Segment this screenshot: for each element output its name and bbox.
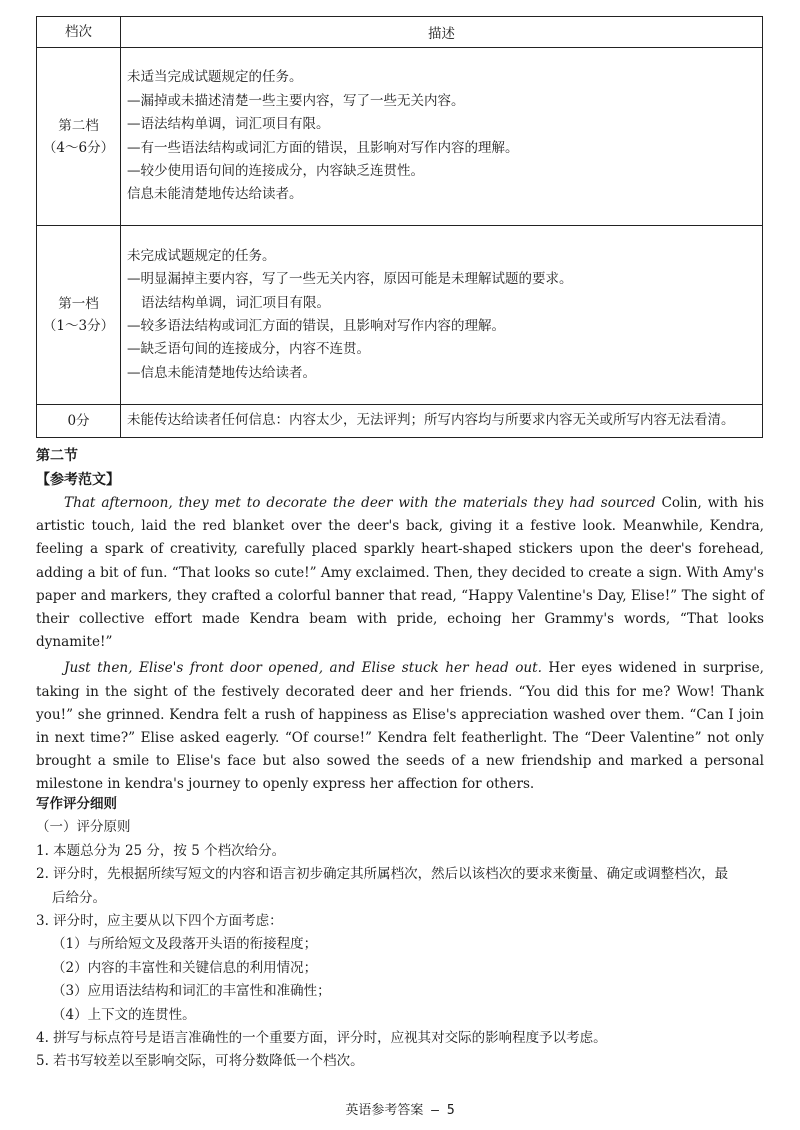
rule-item: 4. 拼写与标点符号是语言准确性的一个重要方面，评分时，应视其对交际的影响程度予以考虑。 [36, 1030, 607, 1047]
description-line: 语法结构单调，词汇项目有限。 [141, 294, 330, 311]
rule-subitem: （4）上下文的连贯性。 [52, 1006, 196, 1023]
header-description: 描述 [121, 17, 763, 48]
description-line: —较少使用语句间的连接成分，内容缺乏连贯性。 [127, 162, 424, 179]
paragraph-body: Her eyes widened in surprise, taking in the sight of the festively decorated deer and her friends. “You did this for me? Wow! Thank you!” she grinned. Kendra felt a rush of happiness as Elise's appreciation washed over them. “Can I join in next time?” Elise asked eagerly. “Of course!” Kendra felt featherlight. The “Deer Valentine” not only brought a smile to Elise's face but also sowed the seeds of a new friendship and marked a personal milestone in kendra's journey to openly express her affection for others. [36, 660, 764, 793]
table-header-row [37, 17, 763, 48]
rule-item: 3. 评分时，应主要从以下四个方面考虑： [36, 913, 283, 930]
grading-table [36, 16, 763, 438]
level-name: 第一档 [58, 296, 99, 312]
section-title: 第二节 [36, 448, 78, 464]
rules-subtitle: （一）评分原则 [36, 819, 131, 836]
description-line: 未完成试题规定的任务。 [127, 247, 276, 264]
level-range: （1～3分） [42, 318, 115, 334]
description-line: 信息未能清楚地传达给读者。 [127, 186, 303, 203]
paragraph-lead: Just then, Elise's front door opened, and Elise stuck her head out. [64, 660, 542, 677]
paragraph-lead: That afternoon, they met to decorate the deer with the materials they had sourced [64, 495, 656, 511]
description-line: —语法结构单调，词汇项目有限。 [127, 116, 330, 133]
description-line: —有一些语法结构或词汇方面的错误，且影响对写作内容的理解。 [127, 139, 519, 156]
rule-item: 2. 评分时，先根据所续写短文的内容和语言初步确定其所属档次，然后以该档次的要求来衡量、确定或调整档次，最 [36, 866, 729, 883]
model-essay [36, 492, 764, 797]
level-name: 0分 [37, 405, 121, 438]
rule-item: 5. 若书写较差以至影响交际，可将分数降低一个档次。 [36, 1053, 364, 1070]
rule-item-continuation: 后给分。 [52, 889, 106, 906]
rule-item: 1. 本题总分为 25 分，按 5 个档次给分。 [36, 842, 286, 859]
header-level: 档次 [37, 17, 121, 48]
description-line: —较多语法结构或词汇方面的错误，且影响对写作内容的理解。 [127, 318, 505, 334]
rule-subitem: （1）与所给短文及段落开头语的衔接程度； [52, 936, 318, 953]
table-row [37, 226, 763, 405]
page-footer: 英语参考答案 — 5 [345, 1103, 455, 1118]
description-line: —信息未能清楚地传达给读者。 [127, 364, 316, 381]
description-cell [121, 226, 763, 405]
level-name: 第二档 [58, 117, 99, 134]
table-row [37, 48, 763, 226]
level-cell [37, 226, 121, 405]
essay-paragraph [36, 657, 764, 796]
scoring-rules [36, 793, 764, 1074]
paragraph-body: Colin, with his artistic touch, laid the red blanket over the deer's back, giving it a festive look. Meanwhile, Kendra, feeling a spark of creativity, carefully placed sparkly heart-shaped stickers upon the deer's forehead, adding a bit of fun. “That looks so cute!” Amy exclaimed. Then, they decided to create a sign. With Amy's paper and markers, they crafted a colorful banner that read, “Happy Valentine's Day, Elise!” The sight of their collective effort made Kendra beam with pride, echoing her Grammy's words, “That looks dynamite!” [36, 495, 764, 651]
model-essay-title: 【参考范文】 [36, 472, 120, 488]
description-line: 未适当完成试题规定的任务。 [127, 69, 303, 86]
table-row [37, 405, 763, 438]
essay-paragraph [36, 492, 764, 654]
description-line: 未能传达给读者任何信息：内容太少，无法评判；所写内容均与所要求内容无关或所写内容无法看清。 [127, 412, 735, 429]
description-line: —缺乏语句间的连接成分，内容不连贯。 [127, 341, 370, 358]
level-cell [37, 48, 121, 226]
rules-title: 写作评分细则 [36, 796, 117, 812]
description-cell [121, 405, 763, 438]
description-line: —漏掉或未描述清楚一些主要内容，写了一些无关内容。 [127, 92, 465, 109]
description-cell [121, 48, 763, 226]
level-range: （4～6分） [42, 139, 115, 156]
description-line: —明显漏掉主要内容，写了一些无关内容，原因可能是未理解试题的要求。 [127, 271, 573, 288]
rule-subitem: （2）内容的丰富性和关键信息的利用情况； [52, 959, 318, 976]
rule-subitem: （3）应用语法结构和词汇的丰富性和准确性； [52, 983, 331, 1000]
